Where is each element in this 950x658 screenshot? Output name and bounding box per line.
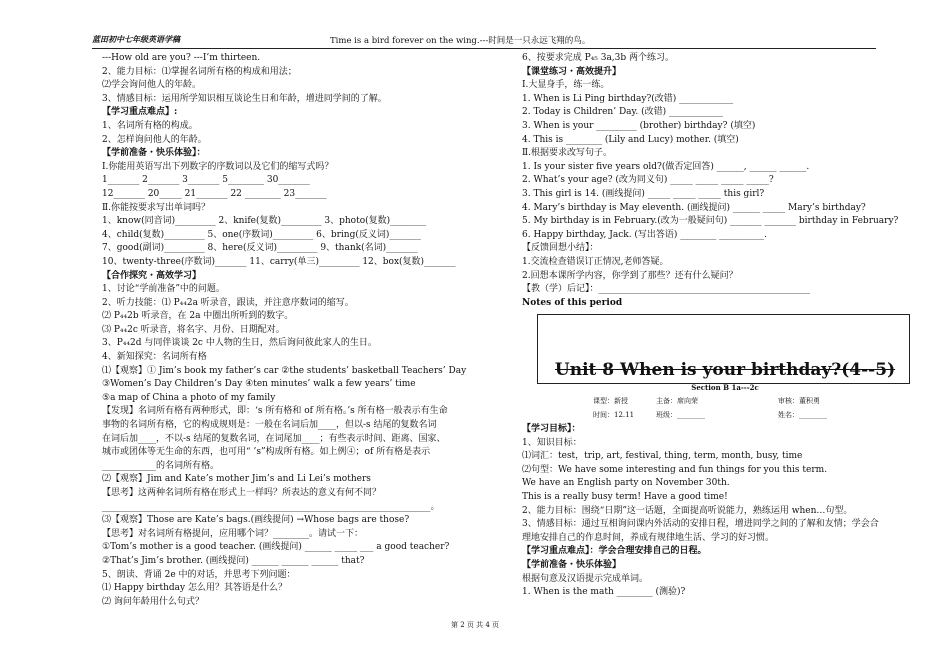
left-lines-15: 10、twenty-three(序数词)_______ 11、carry(单三)_________ 12、box(复数)_______	[102, 256, 456, 267]
left-lines-27: 事物的名词所有格，它的构成规则是：一般在名词后加____，但以-s 结尾的复数名词	[102, 420, 437, 431]
right-lines-7: Ⅱ.根据要求改写句子。	[522, 148, 612, 159]
left-lines-31: ⑵【观察】Jim and Kate’s mother Jim’s and Li Lei’s mothers	[102, 474, 371, 485]
right-lines2-0: 【学习目标】：	[522, 424, 581, 434]
left-lines-36: ①Tom’s mother is a good teacher. (画线提问) ______ _____ ___ a good teacher?	[102, 542, 450, 553]
left-lines-20: ⑶ P₄₄2c 听录音，将名字、月份、日期配对。	[102, 324, 285, 335]
header-motto: Time is a bird forever on the wing.---时间是一只永远飞翔的鸟。	[330, 36, 591, 46]
unit-title: Unit 8 When is your birthday?(4--5)	[554, 360, 896, 380]
right-lines-10: 3. This girl is 14. (画线提问) _____ _____ _____ this girl?	[522, 188, 765, 199]
left-lines-16: 【合作探究・高效学习】	[102, 270, 202, 281]
right-lines2-8: 理地安排自己的作息时间，养成有规律地生活、学习的好习惯。	[522, 532, 775, 543]
left-lines-9: 1_______ 2_______ 3_______ 5________ 30_______	[102, 175, 310, 186]
right-lines-0: 6、按要求完成 P₄₅ 3a,3b 两个练习。	[522, 53, 675, 63]
right-lines2-1: 1、知识目标：	[522, 437, 582, 448]
right-lines2-2: ⑴词汇：test，trip, art, festival, thing, term, month, busy, time	[522, 451, 803, 462]
reviewer: 审核：董积勇	[778, 397, 820, 405]
right-lines-3: 1. When is Li Ping birthday?(改错) ____________	[522, 93, 734, 104]
right-lines-8: 1. Is your sister five years old?(做否定回答) ______, ______ ______.	[522, 161, 810, 172]
name-field: 姓名：________	[778, 411, 827, 419]
right-column-top	[522, 52, 940, 310]
right-lines2-7: 3、情感目标：通过互相询问课内外活动的安排日程，增进同学之间的了解和友情；学会合	[522, 519, 879, 530]
left-lines-10: 12_______ 20_____ 21_______ 22 ________ 23_______	[102, 188, 327, 199]
right-lines-11: 4. Mary’s birthday is May eleventh. (画线提问) ______ _____ Mary’s birthday?	[522, 202, 866, 213]
left-lines-34: ⑶【观察】Those are Kate’s bags.(画线提问) →Whose bags are those?	[102, 515, 410, 526]
right-lines-2: Ⅰ.大显身手，练一练。	[522, 80, 610, 91]
page-footer: 第 2 页 共 4 页	[450, 621, 500, 629]
left-lines-26: 【发现】名词所有格有两种形式，即：‘s 所有格和 of 所有格。’s 所有格一般表示有生命	[102, 406, 448, 417]
right-lines-16: 2.回想本课所学内容，你学到了那些？还有什么疑问？	[522, 270, 738, 281]
left-lines-17: 1、讨论“学前准备”中的问题。	[102, 284, 225, 295]
left-lines-29: 城市或团体等无生命的东西，也可用“ ’s”构成所有格。如上例④；of 所有格是表示	[102, 447, 431, 458]
left-lines-21: 3、P₄₄2d 与同伴谈谈 2c 中人物的生日，然后询问彼此家人的生日。	[102, 338, 377, 349]
right-lines-12: 5. My birthday is in February.(改为一般疑问句) _______ _______ birthday in February?	[522, 216, 899, 227]
right-lines-17: 【教（学）后记】：_______________________________________________	[522, 284, 811, 295]
page-header	[92, 34, 876, 49]
right-lines-15: 1.交流检查错误订正情况,老师答疑。	[522, 256, 669, 267]
lesson-date: 时间：12.11	[593, 411, 635, 419]
right-lines-5: 3. When is your _________ (brother) birthday? (填空)	[522, 120, 756, 131]
left-lines-11: Ⅱ.你能按要求写出单词吗？	[102, 202, 210, 213]
left-lines-30: ____________的名词所有格。	[102, 460, 220, 471]
right-lines-18: Notes of this period	[522, 297, 623, 308]
section-label: Section B 1a---2c	[691, 383, 759, 392]
lesson-type: 课型：新授	[593, 397, 628, 405]
left-column	[102, 52, 494, 609]
left-lines-24: ③Women’s Day Children’s Day ④ten minutes’ walk a few years’ time	[102, 379, 416, 390]
left-lines-6: 2、怎样询问他人的年龄。	[102, 134, 207, 145]
left-lines-28: 在词后加____，不以-s 结尾的复数名词，在词尾加____；有些表示时间、距离、国家、	[102, 433, 446, 444]
left-lines-23: ⑴【观察】① Jim’s book my father’s car ②the students’ basketball Teachers’ Day	[102, 365, 467, 376]
right-lines2-12: 1. When is the math ________ (测验)?	[522, 587, 686, 598]
right-column-bottom	[522, 423, 940, 600]
left-lines-33: _________________________________________________________________________。	[102, 501, 440, 512]
left-lines-18: 2、听力技能：⑴ P₄₄2a 听录音，跟读，并注意序数词的缩写。	[102, 297, 354, 308]
left-lines-25: ⑤a map of China a photo of my family	[102, 392, 276, 403]
left-lines-32: 【思考】这两种名词所有格在形式上一样吗？所表达的意义有何不同？	[102, 488, 382, 498]
left-lines-0: ---How old are you? ---I’m thirteen.	[102, 53, 261, 63]
right-lines2-3: ⑵句型：We have some interesting and fun things for you this term.	[522, 464, 828, 475]
left-lines-5: 1、名词所有格的构成。	[102, 120, 198, 131]
left-lines-14: 7、good(副词)_________ 8、here(反义词)_________ 9、thank(名词)_______	[102, 243, 418, 254]
school-name: 蓝田初中七年级英语学稿	[92, 34, 180, 44]
right-lines2-10: 【学前准备・快乐体验】	[522, 559, 622, 570]
right-lines-9: 2. What’s your age? (改为同义句) _____ _____ _____ _____?	[522, 175, 774, 186]
left-lines-22: 4、新知探究：名词所有格	[102, 352, 207, 363]
left-lines-3: 3、情感目标：运用所学知识相互谈论生日和年龄，增进同学间的了解。	[102, 93, 387, 104]
right-lines2-9: 【学习重点难点】：学会合理安排自己的日程。	[522, 546, 707, 557]
left-lines-8: Ⅰ.你能用英语写出下列数字的序数词以及它们的缩写式吗？	[102, 161, 334, 172]
left-lines-1: 2、能力目标：⑴掌握名词所有格的构成和用法；	[102, 66, 297, 77]
left-lines-39: ⑴ Happy birthday 怎么用？其答语是什么？	[102, 583, 287, 594]
left-lines-2: ⑵学会询问他人的年龄。	[102, 80, 202, 91]
left-lines-13: 4、child(复数)_________ 5、one(序数词)_________ 6、bring(反义词)_______	[102, 229, 421, 240]
left-lines-35: 【思考】对名词所有格提问，应用哪个词？________。请试一下：	[102, 528, 364, 539]
left-lines-38: 5、朗读、背诵 2e 中的对话，并思考下列问题：	[102, 569, 296, 580]
left-lines-37: ②That’s Jim’s brother. (画线提问) ______ ______ ______ that?	[102, 555, 365, 566]
right-lines2-5: This is a really busy term! Have a good time!	[522, 491, 728, 502]
left-lines-19: ⑵ P₄₄2b 听录音，在 2a 中圈出所听到的数字。	[102, 311, 294, 322]
right-lines2-6: 2、能力目标：围绕“日期”这一话题，全面提高听说能力，熟练运用 when…句型。	[522, 505, 853, 516]
right-lines-13: 6. Happy birthday, Jack. (写出答语) ________ __________.	[522, 229, 768, 240]
left-lines-12: 1、know(同音词)_________ 2、knife(复数)_________ 3、photo(复数)________	[102, 216, 427, 227]
right-lines-6: 4. This is ________ (Lily and Lucy) mother. (填空)	[522, 134, 739, 145]
class-field: 班级：________	[656, 411, 705, 419]
left-lines-7: 【学前准备・快乐体验】：	[102, 148, 206, 159]
lead-author: 主备：席向荣	[656, 397, 698, 405]
right-lines-1: 【课堂练习・高效提升】	[522, 66, 622, 77]
left-lines-40: ⑵ 询问年龄用什么句式？	[102, 596, 204, 607]
left-lines-4: 【学习重点难点】:	[102, 107, 178, 118]
right-lines2-11: 根据句意及汉语提示完成单词。	[522, 573, 649, 584]
right-lines-14: 【反馈回想小结】：	[522, 243, 599, 254]
right-lines2-4: We have an English party on November 30th.	[522, 478, 730, 489]
right-lines-4: 2. Today is Children’ Day. (改错) ____________	[522, 107, 724, 118]
